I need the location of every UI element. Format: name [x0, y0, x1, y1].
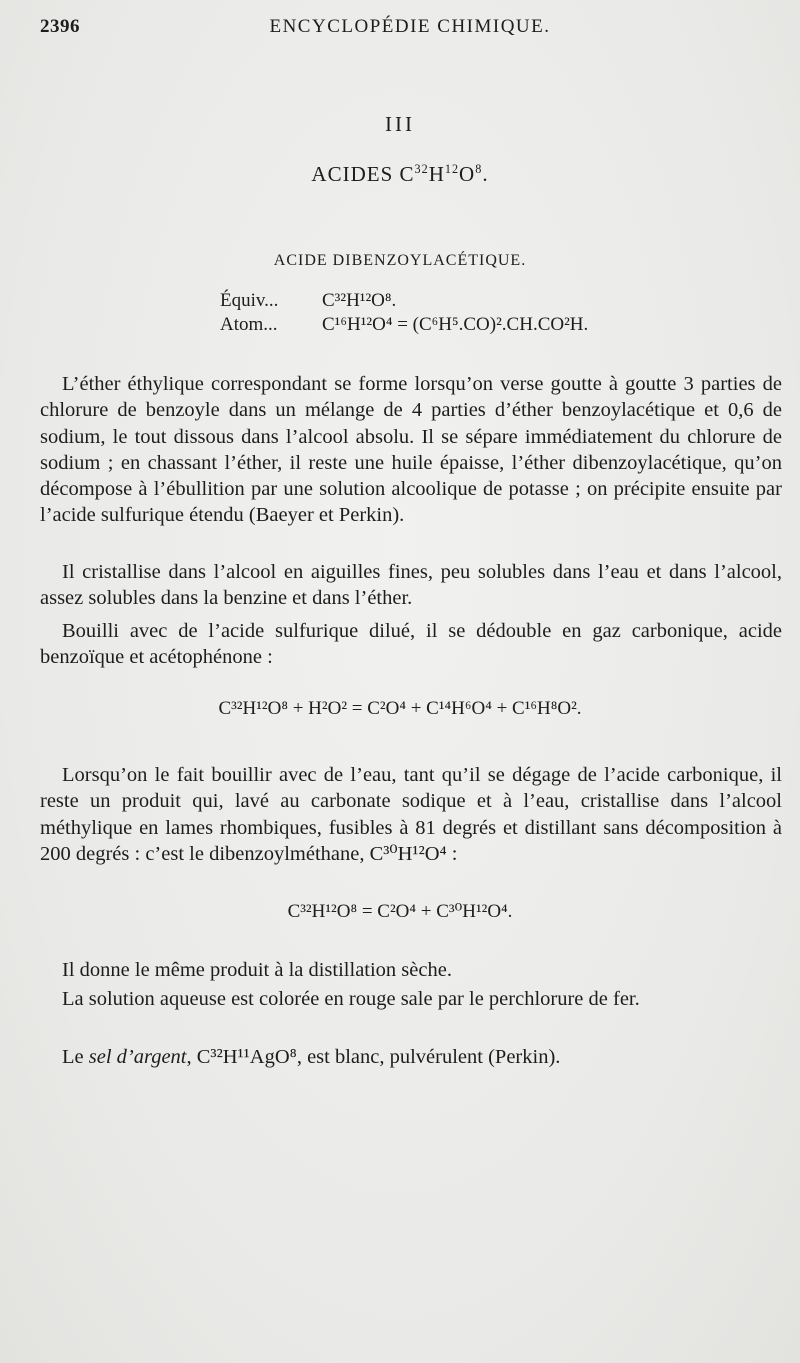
equation-dibenzoylmethane: C³²H¹²O⁸ = C²O⁴ + C³⁰H¹²O⁴.	[287, 901, 513, 922]
section-title: ACIDES $C^{32}H^{12}O^8$.	[311, 162, 489, 186]
page-header	[40, 16, 780, 44]
paragraph-crystallisation	[40, 559, 782, 612]
running-title: ENCYCLOPÉDIE CHIMIQUE.	[269, 16, 551, 37]
paragraph-decomposition	[40, 618, 782, 671]
section-title-text: ACIDES C	[311, 162, 415, 186]
section-title-sup-o: 8	[475, 162, 483, 177]
equation-decomposition: C³²H¹²O⁸ + H²O² = C²O⁴ + C¹⁴H⁶O⁴ + C¹⁶H⁸O².	[218, 698, 582, 719]
subsection-title: ACIDE DIBENZOYLACÉTIQUE.	[273, 252, 527, 269]
paragraph-decomposition-text: Bouilli avec de l’acide sulfurique dilué, il se dédouble en gaz carbonique, acide benzoïque et acétophénone :	[40, 620, 782, 669]
paragraph-silver-salt-prefix: Le	[62, 1046, 89, 1068]
paragraph-preparation-text: L’éther éthylique correspondant se forme lorsqu’on verse goutte à goutte 3 parties de chlorure de benzoyle dans un mélange de 4 parties d’éther benzoylacétique et 0,6 de sodium, le tout dissous dans l’alcool absolu. Il se sépare immédiatement du chlorure de sodium ; en chassant l’éther, il reste une huile épaisse, l’éther dibenzoylacétique, qu’on décompose à l’ébullition par une solution alcoolique de potasse ; on précipite ensuite par l’acide sulfurique étendu (Baeyer et Perkin).	[40, 373, 782, 527]
equivalent-formula: C³²H¹²O⁸.	[322, 290, 397, 311]
paragraph-preparation	[40, 371, 782, 529]
atomic-formula: C¹⁶H¹²O⁴ = (C⁶H⁵.CO)².CH.CO²H.	[322, 314, 589, 335]
equivalent-formula-line	[220, 290, 396, 312]
atomic-label: Atom...	[220, 314, 278, 335]
paragraph-silver-salt	[40, 1044, 782, 1070]
paragraph-dry-distillation-text: Il donne le même produit à la distillation sèche.	[62, 959, 452, 981]
paragraph-ferric-chloride-text: La solution aqueuse est colorée en rouge sale par le perchlorure de fer.	[62, 988, 640, 1010]
section-title-sup-c: 32	[414, 162, 429, 177]
section-number: III	[385, 112, 415, 136]
atomic-formula-line	[220, 314, 588, 336]
page-number: 2396	[40, 16, 80, 37]
section-title-sup-h: 12	[444, 162, 460, 177]
paragraph-boiling	[40, 762, 782, 867]
paragraph-boiling-text: Lorsqu’on le fait bouillir avec de l’eau, tant qu’il se dégage de l’acide carbonique, il reste un produit qui, lavé au carbonate sodique et à l’eau, cristallise dans l’alcool méthylique en lames rhombiques, fusibles à 81 degrés et distillant sans décomposition à 200 degrés : c’est le dibenzoylméthane, C³⁰H¹²O⁴ :	[40, 764, 782, 865]
paragraph-silver-salt-text: , C³²H¹¹AgO⁸, est blanc, pulvérulent (Perkin).	[186, 1046, 561, 1068]
silver-salt-term: sel d’argent	[88, 1046, 187, 1068]
paragraph-crystallisation-text: Il cristallise dans l’alcool en aiguilles fines, peu solubles dans l’eau et dans l’alcool, assez solubles dans la benzine et dans l’éther.	[40, 561, 782, 610]
paragraph-dry-distillation	[40, 957, 782, 983]
equivalent-label: Équiv...	[220, 290, 279, 311]
paragraph-ferric-chloride	[40, 986, 782, 1012]
